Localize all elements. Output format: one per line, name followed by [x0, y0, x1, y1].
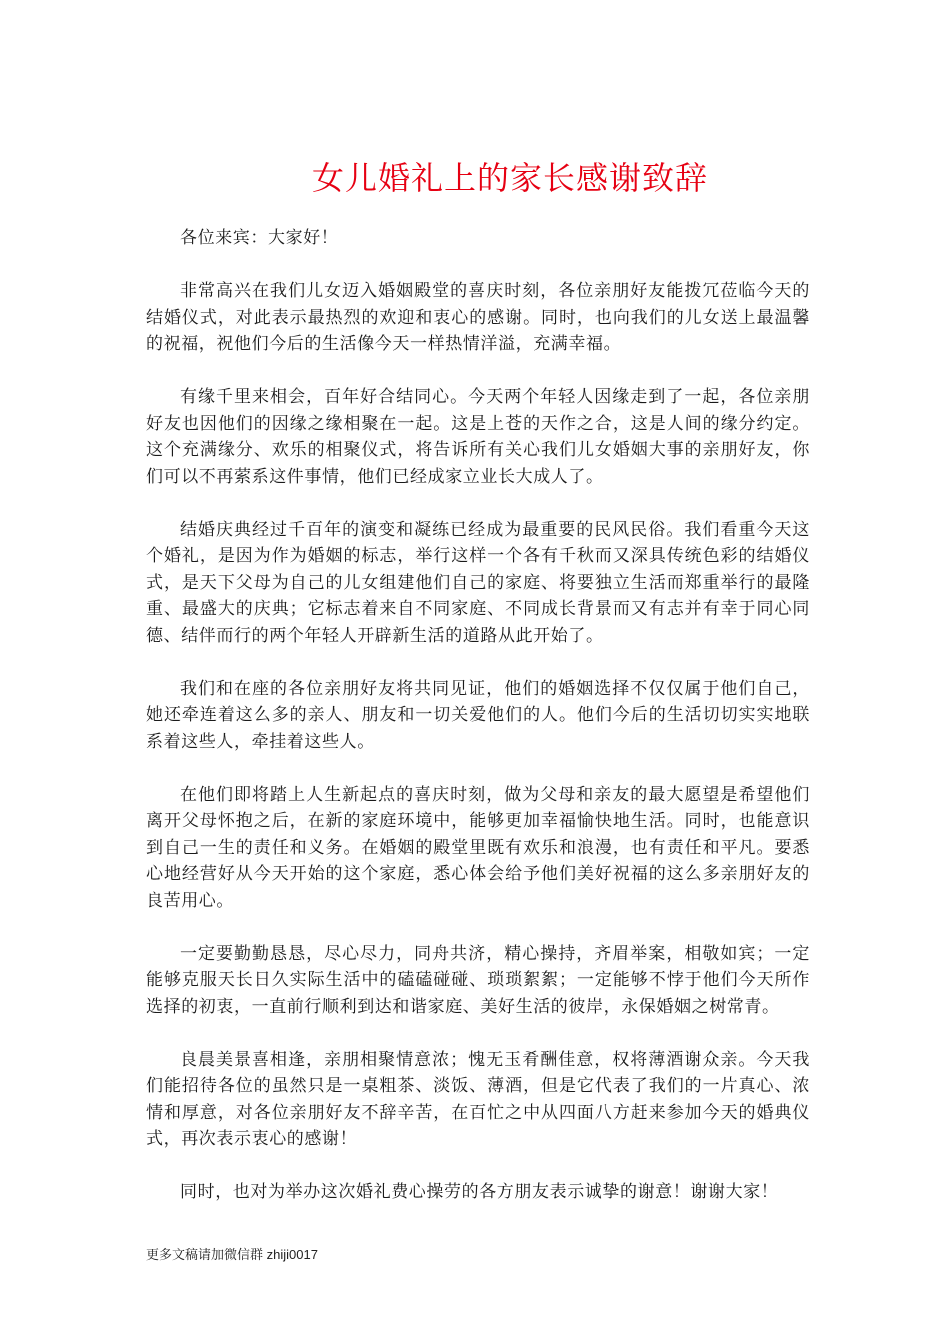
paragraph: 非常高兴在我们儿女迈入婚姻殿堂的喜庆时刻，各位亲朋好友能拨冗莅临今天的结婚仪式，对此表示最热烈的欢迎和衷心的感谢。同时，也向我们的儿女送上最温馨的祝福，祝他们今后的生活像今天一样热情洋溢，充满幸福。 [146, 281, 810, 354]
paragraph-greeting: 各位来宾：大家好！ [180, 228, 339, 248]
paragraph: 在他们即将踏上人生新起点的喜庆时刻，做为父母和亲友的最大愿望是希望他们离开父母怀抱之后，在新的家庭环境中，能够更加幸福愉快地生活。同时，也能意识到自己一生的责任和义务。在婚姻的殿堂里既有欢乐和浪漫，也有责任和平凡。要悉心地经营好从今天开始的这个家庭，悉心体会给予他们美好祝福的这么多亲朋好友的良苦用心。 [146, 784, 810, 911]
paragraph-closing: 同时，也对为举办这次婚礼费心操劳的各方朋友表示诚挚的谢意！谢谢大家！ [180, 1182, 779, 1202]
document-body [146, 225, 810, 1232]
document-title: 女儿婚礼上的家长感谢致辞 [311, 159, 708, 197]
paragraph: 有缘千里来相会，百年好合结同心。今天两个年轻人因缘走到了一起，各位亲朋好友也因他们的因缘之缘相聚在一起。这是上苍的天作之合，这是人间的缘分约定。这个充满缘分、欢乐的相聚仪式，将告诉所有关心我们儿女婚姻大事的亲朋好友，你们可以不再萦系这件事情，他们已经成家立业长大成人了。 [146, 387, 810, 487]
paragraph: 我们和在座的各位亲朋好友将共同见证，他们的婚姻选择不仅仅属于他们自己，她还牵连着这么多的亲人、朋友和一切关爱他们的人。他们今后的生活切切实实地联系着这些人，牵挂着这些人。 [146, 678, 810, 752]
paragraph: 良晨美景喜相逢，亲朋相聚情意浓；愧无玉肴酬佳意，权将薄酒谢众亲。今天我们能招待各位的虽然只是一桌粗茶、淡饭、薄酒，但是它代表了我们的一片真心、浓情和厚意，对各位亲朋好友不辞辛苦，在百忙之中从四面八方赶来参加今天的婚典仪式，再次表示衷心的感谢！ [146, 1049, 810, 1149]
paragraph: 结婚庆典经过千百年的演变和凝练已经成为最重要的民风民俗。我们看重今天这个婚礼，是因为作为婚姻的标志，举行这样一个各有千秋而又深具传统色彩的结婚仪式，是天下父母为自己的儿女组建他们自己的家庭、将要独立生活而郑重举行的最隆重、最盛大的庆典；它标志着来自不同家庭、不同成长背景而又有志并有幸于同心同德、结伴而行的两个年轻人开辟新生活的道路从此开始了。 [146, 519, 810, 646]
paragraph: 一定要勤勤恳恳，尽心尽力，同舟共济，精心操持，齐眉举案，相敬如宾；一定能够克服天长日久实际生活中的磕磕碰碰、琐琐絮絮；一定能够不悖于他们今天所作选择的初衷，一直前行顺利到达和谐家庭、美好生活的彼岸，永保婚姻之树常青。 [146, 943, 810, 1017]
footer-note: 更多文稿请加微信群 zhiji0017 [146, 1247, 318, 1262]
